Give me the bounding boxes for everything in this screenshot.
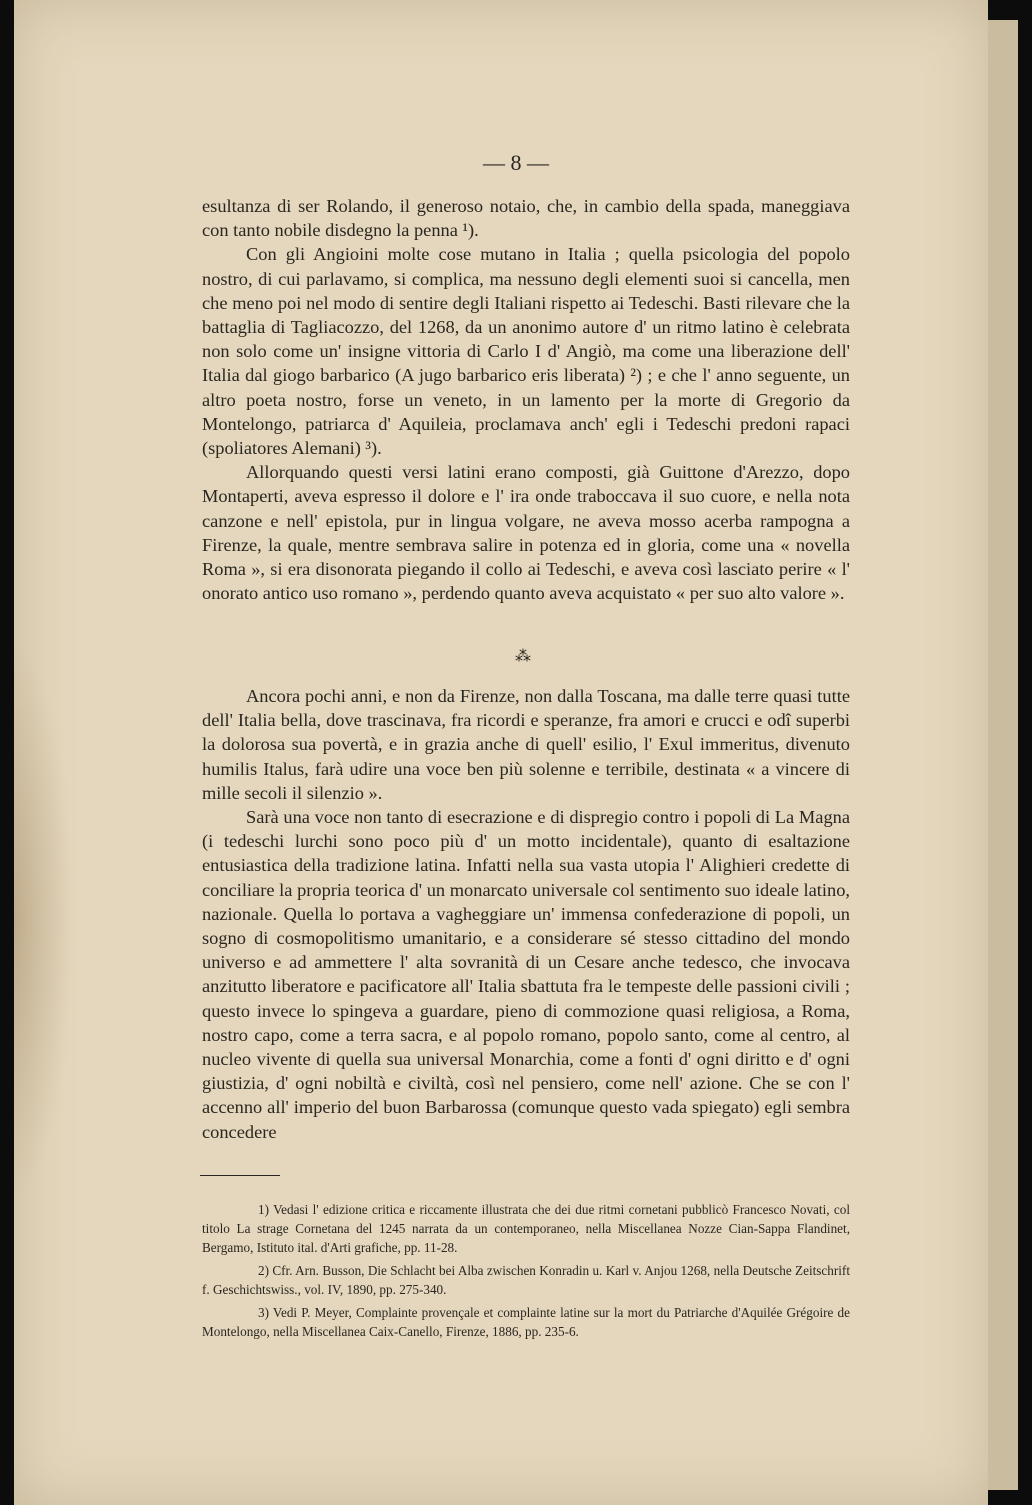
next-page-edge bbox=[988, 20, 1018, 1490]
footnote-2: 2) Cfr. Arn. Busson, Die Schlacht bei Alba zwischen Konradin u. Karl v. Anjou 1268, nella Deutsche Zeitschrift f. Geschichtswiss., vol. IV, 1890, pp. 275-340. bbox=[202, 1263, 850, 1297]
paragraph-3: Allorquando questi versi latini erano composti, già Guittone d'Arezzo, dopo Montaperti, aveva espresso il dolore e l' ira onde traboccava il suo cuore, e nella nota canzone e nell' epistola, pur in lingua volgare, ne aveva mosso acerba rampogna a Firenze, la quale, mentre sembrava salire in potenza ed in gloria, come una « novella Roma », si era disonorata piegando il collo ai Tedeschi, e aveva così lasciato perire « l' onorato antico uso romano », perdendo quanto aveva acquistato « per suo alto valore ». bbox=[202, 462, 850, 604]
paragraph-4: Ancora pochi anni, e non da Firenze, non dalla Toscana, ma dalle terre quasi tutte dell' Italia bella, dove trascinava, fra ricordi e speranze, fra amori e crucci e odî superbi la dolorosa sua povertà, e in grazia anche di quell' esilio, l' Exul immeritus, divenuto humilis Italus, farà udire una voce ben più solenne e terribile, destinata « a vincere di mille secoli il silenzio ». bbox=[202, 686, 850, 803]
paragraph-2: Con gli Angioini molte cose mutano in Italia ; quella psicologia del popolo nostro, di cui parlavamo, si complica, ma nessuno degli elementi suoi si cancella, men che meno poi nel modo di sentire degli Italiani rispetto ai Tedeschi. Basti rilevare che la battaglia di Tagliacozzo, del 1268, da un anonimo autore d' un ritmo latino è celebrata non solo come un' insigne vittoria di Carlo I d' Angiò, ma come una liberazione dell' Italia dal giogo barbarico (A jugo barbarico eris liberata) ²) ; e che l' anno seguente, un altro poeta nostro, forse un veneto, in un lamento per la morte di Gregorio da Montelongo, patriarca d' Aquileia, proclamava anch' egli i Tedeschi predoni rapaci (spoliatores Alemani) ³). bbox=[202, 244, 850, 459]
footnote-3: 3) Vedi P. Meyer, Complainte provençale et complainte latine sur la mort du Patriarche d'Aquilée Grégoire de Montelongo, nella Miscellanea Caix-Canello, Firenze, 1886, pp. 235-6. bbox=[202, 1305, 850, 1339]
footnote-rule bbox=[200, 1175, 280, 1176]
footnote-1: 1) Vedasi l' edizione critica e riccamente illustrata che dei due ritmi cornetani pubblicò Francesco Novati, col titolo La strage Cornetana del 1245 narrata da un contemporaneo, nella Miscellanea Nozze Cian-Sappa Flandinet, Bergamo, Istituto ital. d'Arti grafiche, pp. 11-28. bbox=[202, 1202, 850, 1255]
lower-text bbox=[202, 684, 850, 1144]
page-number: — 8 — bbox=[483, 150, 549, 175]
upper-text bbox=[202, 194, 850, 605]
paper-stain bbox=[14, 640, 74, 1200]
section-asterism: ⁂ bbox=[515, 648, 531, 665]
paragraph-1: esultanza di ser Rolando, il generoso notaio, che, in cambio della spada, maneggiava con tanto nobile disdegno la penna ¹). bbox=[202, 196, 850, 241]
footnotes bbox=[202, 1200, 850, 1345]
paragraph-5: Sarà una voce non tanto di esecrazione e di dispregio contro i popoli di La Magna (i tedeschi lurchi sono poco più d' un motto incidentale), quanto di esaltazione entusiastica della tradizione latina. Infatti nella sua vasta utopia l' Alighieri credette di conciliare la propria teorica d' un monarcato universale col sentimento suo ideale latino, nazionale. Quella lo portava a vagheggiare un' immensa confederazione di popoli, un sogno di cosmopolitismo umanitario, e a considerare sé stesso cittadino del mondo universo e ad ammettere l' alta sovranità di un Cesare anche tedesco, che invocava anzitutto liberatore e pacificatore all' Italia sbattuta fra le tempeste delle passioni civili ; questo invece lo spingeva a guardare, pieno di commozione quasi religiosa, a Roma, nostro capo, come a terra sacra, e al popolo romano, popolo santo, come al centro, al nucleo vivente di quella sua universal Monarchia, come a fonti d' ogni diritto e d' ogni giustizia, d' ogni nobiltà e civiltà, così nel pensiero, come nell' azione. Che se con l' accenno all' imperio del buon Barbarossa (comunque questo vada spiegato) egli sembra concedere bbox=[202, 807, 850, 1142]
